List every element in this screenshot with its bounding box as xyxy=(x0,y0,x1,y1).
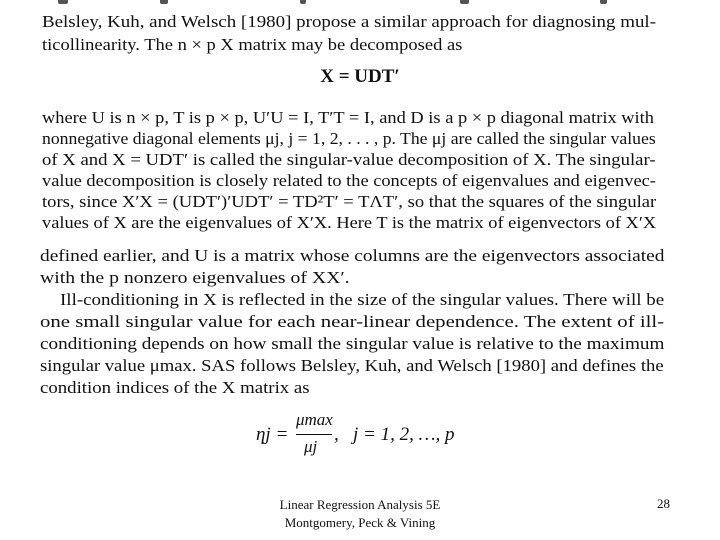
fraction-bar xyxy=(296,434,332,435)
fraction-denominator: μj xyxy=(304,437,318,456)
paragraph-line: where U is n × p, T is p × p, U′U = I, T′T = I, and D is a p × p diagonal matrix with xyxy=(42,108,655,127)
paragraph-line: tors, since X′X = (UDT′)′UDT′ = TD²T′ = TΛT′, so that the squares of the singular xyxy=(42,192,657,211)
paragraph-line: one small singular value for each near-linear dependence. The extent of ill- xyxy=(40,312,665,331)
paragraph-line: values of X are the eigenvalues of X′X. Here T is the matrix of eigenvectors of X′X xyxy=(42,213,657,232)
footer-authors: Montgomery, Peck & Vining xyxy=(284,515,436,530)
paragraph-line: condition indices of the X matrix as xyxy=(40,378,310,397)
equation-svd: X = UDT′ xyxy=(320,66,400,87)
paragraph-line: Ill-conditioning in X is reflected in the size of the singular values. There will be xyxy=(60,290,665,309)
fraction-numerator: μmax xyxy=(296,410,333,429)
cropped-text-edge xyxy=(40,0,660,6)
equation-condition-index xyxy=(256,410,466,458)
paragraph-line: of X and X = UDT′ is called the singular-value decomposition of X. The singular- xyxy=(42,150,656,169)
paragraph-line: value decomposition is closely related to the concepts of eigenvalues and eigenvec- xyxy=(42,171,656,190)
paragraph-line: defined earlier, and U is a matrix whose columns are the eigenvectors associated xyxy=(40,246,665,265)
footer-citation xyxy=(225,496,495,532)
page-number: 28 xyxy=(657,496,670,511)
paragraph-line: nonnegative diagonal elements μj, j = 1, 2, . . . , p. The μj are called the singular values xyxy=(42,129,656,148)
paragraph-line: conditioning depends on how small the singular value is relative to the maximum xyxy=(40,334,665,353)
paragraph-line: ticollinearity. The n × p X matrix may be decomposed as xyxy=(42,35,463,54)
paragraph-line: with the p nonzero eigenvalues of XX′. xyxy=(40,268,350,287)
equation-index-range: , j = 1, 2, …, p xyxy=(334,424,455,445)
equation-lhs: ηj = xyxy=(256,424,289,445)
footer-book-title: Linear Regression Analysis 5E xyxy=(279,497,441,512)
paragraph-line: Belsley, Kuh, and Welsch [1980] propose a similar approach for diagnosing mul- xyxy=(42,12,657,31)
paragraph-line: singular value μmax. SAS follows Belsley, Kuh, and Welsch [1980] and defines the xyxy=(40,356,664,375)
